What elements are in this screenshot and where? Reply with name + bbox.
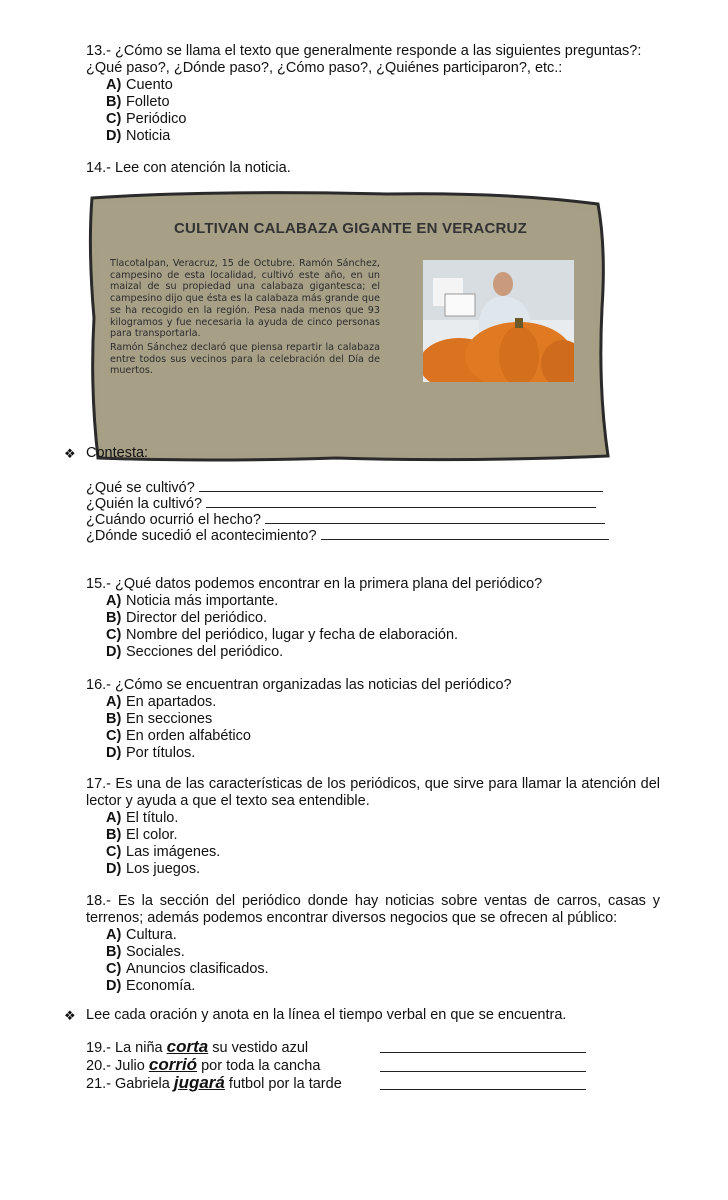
answer-line[interactable]: [265, 511, 605, 524]
q15-option-a: A) Noticia más importante.: [106, 593, 279, 609]
news-body: [110, 258, 380, 379]
contesta-question-1: ¿Qué se cultivó?: [86, 479, 603, 497]
q15-question: 15.- ¿Qué datos podemos encontrar en la primera plana del periódico?: [86, 576, 543, 592]
q17-option-b: B) El color.: [106, 827, 178, 843]
news-card: [86, 188, 614, 463]
bullet-diamond-icon: ❖: [64, 446, 76, 461]
verb-highlight: jugará: [173, 1073, 225, 1092]
contesta-question-2: ¿Quién la cultivó?: [86, 495, 596, 513]
q18-question: 18.- Es la sección del periódico donde hay noticias sobre ventas de carros, casas y terrenos; además podemos encontrar diversos negocios que se ofrecen al público:: [86, 893, 660, 926]
q18-option-b: B) Sociales.: [106, 944, 185, 960]
verb-highlight: corta: [166, 1037, 209, 1056]
contesta-question-3: ¿Cuándo ocurrió el hecho?: [86, 511, 605, 529]
pumpkin-photo: [423, 260, 574, 382]
answer-line-19[interactable]: [380, 1040, 586, 1053]
sentence-20: 20.- Julio corrió por toda la cancha: [86, 1055, 321, 1074]
q18-option-c: C) Anuncios clasificados.: [106, 961, 269, 977]
answer-line-20[interactable]: [380, 1059, 586, 1072]
bullet-diamond-icon: ❖: [64, 1008, 76, 1023]
contesta-label: Contesta:: [86, 445, 149, 461]
answer-line[interactable]: [206, 495, 596, 508]
news-paragraph-2: Ramón Sánchez declaró que piensa repartir la calabaza entre todos sus vecinos para la celebración del Día de muertos.: [110, 341, 380, 377]
sentence-19: 19.- La niña corta su vestido azul: [86, 1037, 309, 1056]
q13-line1: 13.- ¿Cómo se llama el texto que generalmente responde a las siguientes preguntas?:: [86, 43, 642, 59]
q16-option-b: B) En secciones: [106, 711, 213, 727]
q18-option-a: A) Cultura.: [106, 927, 177, 943]
q15-option-c: C) Nombre del periódico, lugar y fecha de elaboración.: [106, 627, 459, 643]
answer-line[interactable]: [321, 527, 609, 540]
sentence-21: 21.- Gabriela jugará futbol por la tarde: [86, 1073, 342, 1092]
q14-instruction: 14.- Lee con atención la noticia.: [86, 160, 291, 176]
news-paragraph-1: Tlacotalpan, Veracruz, 15 de Octubre. Ramón Sánchez, campesino de esta localidad, cultivó este año, en un maizal de su propiedad una calabaza gigantesca; el campesino dijo que ésta es la calabaza más grande que se ha recogido en la región. Pesa nada menos que 93 kilogramos y fue necesaria la ayuda de cinco personas para transportarla.: [110, 258, 380, 340]
q13-option-c: C) Periódico: [106, 111, 187, 127]
tiempo-instruction: Lee cada oración y anota en la línea el tiempo verbal en que se encuentra.: [86, 1007, 567, 1023]
verb-highlight: corrió: [148, 1055, 198, 1074]
q17-option-d: D) Los juegos.: [106, 861, 201, 877]
news-title: CULTIVAN CALABAZA GIGANTE EN VERACRUZ: [174, 220, 527, 237]
q17-question: 17.- Es una de las características de los periódicos, que sirve para llamar la atención del lector y ayuda a que el texto sea entendible.: [86, 776, 660, 809]
q13-option-b: B) Folleto: [106, 94, 170, 110]
q17-option-a: A) El título.: [106, 810, 179, 826]
q13-option-a: A) Cuento: [106, 77, 173, 93]
q16-option-d: D) Por títulos.: [106, 745, 196, 761]
q15-option-b: B) Director del periódico.: [106, 610, 268, 626]
q13-line2: ¿Qué paso?, ¿Dónde paso?, ¿Cómo paso?, ¿Quiénes participaron?, etc.:: [86, 60, 563, 76]
answer-line-21[interactable]: [380, 1077, 586, 1090]
q13-option-d: D) Noticia: [106, 128, 171, 144]
q16-question: 16.- ¿Cómo se encuentran organizadas las noticias del periódico?: [86, 677, 512, 693]
contesta-question-4: ¿Dónde sucedió el acontecimiento?: [86, 527, 609, 545]
q16-option-c: C) En orden alfabético: [106, 728, 251, 744]
q18-option-d: D) Economía.: [106, 978, 196, 994]
answer-line[interactable]: [199, 479, 603, 492]
q15-option-d: D) Secciones del periódico.: [106, 644, 284, 660]
q16-option-a: A) En apartados.: [106, 694, 217, 710]
q17-option-c: C) Las imágenes.: [106, 844, 221, 860]
